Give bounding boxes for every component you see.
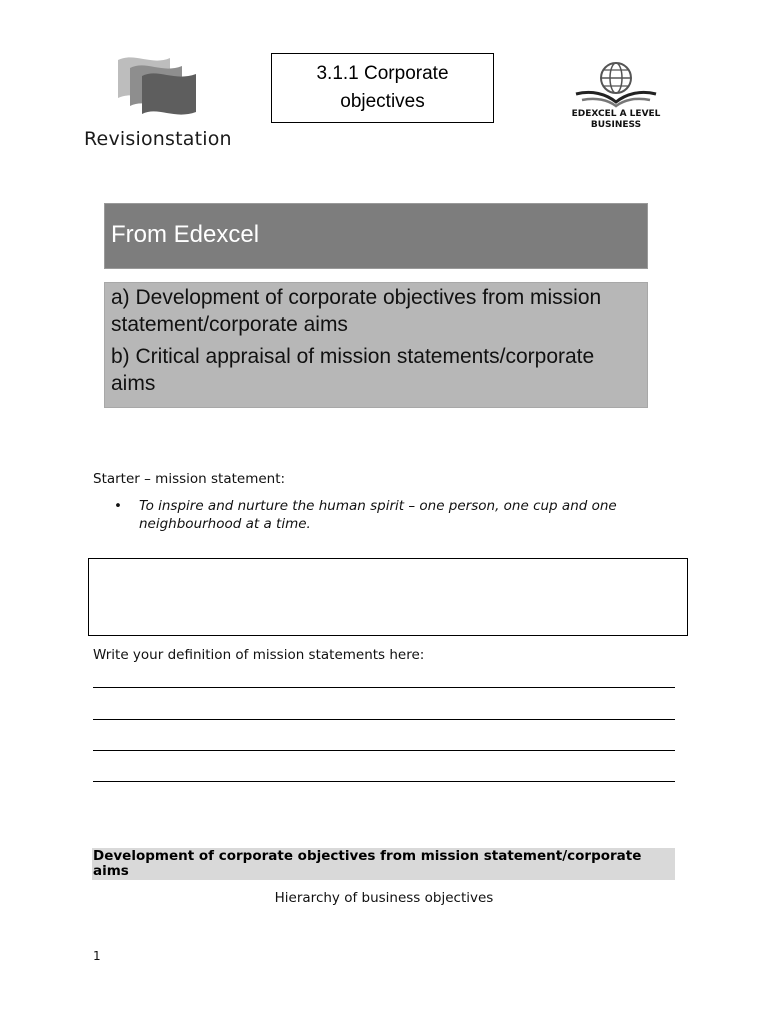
document-title-line1: 3.1.1 Corporate [316,63,449,84]
spec-point-b: b) Critical appraisal of mission statements/corporate aims [111,345,595,395]
document-title-line2: objectives [340,91,425,112]
definition-prompt: Write your definition of mission statements here: [93,647,425,663]
globe-book-icon [568,60,664,108]
logo-caption-line2: BUSINESS [590,120,642,130]
spec-points-box [104,282,648,408]
document-title-box [271,53,494,123]
flag-logo-icon [112,52,198,122]
mission-statement-item [114,497,674,533]
section-heading: Development of corporate objectives from mission statement/corporate aims [92,848,675,880]
writing-line[interactable] [93,719,675,720]
spec-banner: From Edexcel [104,203,648,269]
writing-line[interactable] [93,687,675,688]
page-number: 1 [93,949,101,963]
edexcel-business-logo [566,60,666,136]
logo-wordmark: Revisionstation [84,128,232,150]
writing-line[interactable] [93,781,675,782]
writing-line[interactable] [93,750,675,751]
spec-point-a: a) Development of corporate objectives from mission statement/corporate aims [111,286,602,336]
bullet-icon: • [114,498,122,514]
answer-box[interactable] [88,558,688,636]
logo-caption-line1: EDEXCEL A LEVEL [571,109,661,119]
starter-label: Starter – mission statement: [93,471,286,487]
section-subheading: Hierarchy of business objectives [274,890,494,906]
mission-statement-text: To inspire and nurture the human spirit – one person, one cup and one neighbourhood at a time. [139,498,617,532]
revisionstation-logo [84,52,244,152]
